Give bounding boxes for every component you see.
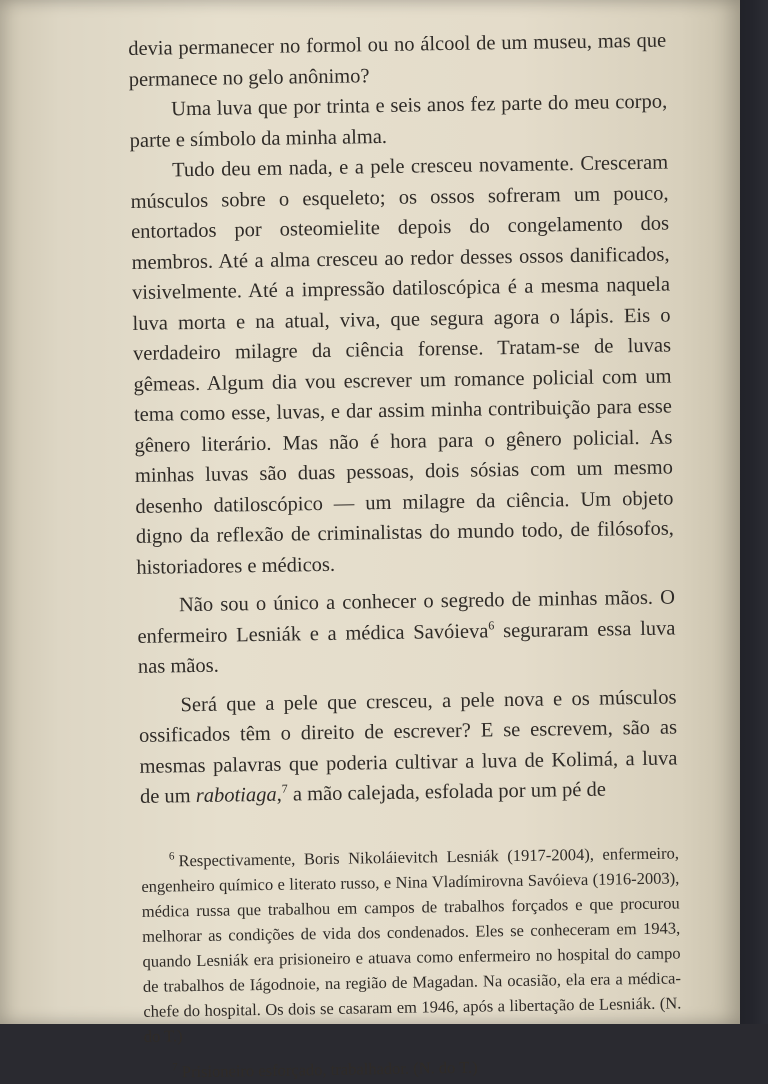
footnote-number: 7 [172, 1060, 178, 1073]
italic-term: rabotiaga [195, 783, 277, 808]
paragraph-2: Uma luva que por trinta e seis anos fez parte do meu corpo, parte e símbolo da minha alma. [129, 90, 668, 152]
footnote-ref-7: 7 [281, 781, 288, 796]
paragraph-5-text: Será que a pele que cresceu, a pele nova e os músculos ossificados têm o direito de escrever? E se escrevem, são as mesmas palavras que poderia cultivar a luva de Kolimá, a luva de um [138, 685, 678, 808]
footnotes [141, 840, 683, 1084]
footnote-6 [141, 840, 682, 1048]
paragraph-5-text-end: a mão calejada, esfolada por um pé de [287, 778, 607, 806]
paragraph-4 [137, 582, 676, 682]
footnote-text: Prisioneiro esforçado, trabalhador. (N. do T.) [181, 1057, 478, 1081]
footnote-7 [144, 1051, 682, 1084]
paragraph-5 [138, 682, 678, 812]
paragraph-5-comma: , [276, 783, 282, 806]
main-text [128, 26, 678, 813]
paragraph-1: devia permanecer no formol ou no álcool de um museu, mas que permanece no gelo anônimo? [128, 29, 667, 91]
footnote-text: Respectivamente, Boris Nikoláievitch Lesniák (1917-2004), enfermeiro, engenheiro químico e literato russo, e Nina Vladímirovna Savóieva (1916-2003), médica russa que trabalhou em campos de trabalhos forçados e que procurou melhorar as condições de vida dos condenados. Eles se conheceram em 1943, quando Lesniák era prisioneiro e atuava como enfermeiro no hospital do campo de trabalhos de Iágodnoie, na região de Magadan. Na ocasião, ela era a médica-chefe do hospital. Os dois se casaram em 1946, após a libertação de Lesniák. (N. do T.) [141, 842, 682, 1046]
footnote-ref-6: 6 [488, 617, 495, 632]
footnote-number: 6 [168, 849, 175, 862]
paragraph-4-text: Não sou o único a conhecer o segredo de minhas mãos. O enfermeiro Lesniák e a médica Savóieva [137, 586, 676, 648]
paragraph-3: Tudo deu em nada, e a pele cresceu novamente. Cresceram músculos sobre o esqueleto; os ossos sofreram um pouco, entortados por osteomielite depois do congelamento dos membros. Até a alma cresceu ao redor desses ossos danificados, visivelmente. Até a impressão datiloscópica é a mesma naquela luva morta e na atual, viva, que segura agora o lápis. Eis o verdadeiro milagre da ciência forense. Tratam-se de luvas gêmeas. Algum dia vou escrever um romance policial com um tema como esse, luvas, e dar assim minha contribuição para esse gênero literário. Mas não é hora para o gênero policial. As minhas luvas são duas pessoas, dois sósias com um mesmo desenho datiloscópico — um milagre da ciência. Um objeto digno da reflexão de criminalistas do mundo todo, de filósofos, historiadores e médicos. [130, 151, 675, 579]
paragraph-4-text-end: seguraram essa luva nas mãos. [137, 616, 676, 678]
page-text-block [128, 26, 682, 1084]
